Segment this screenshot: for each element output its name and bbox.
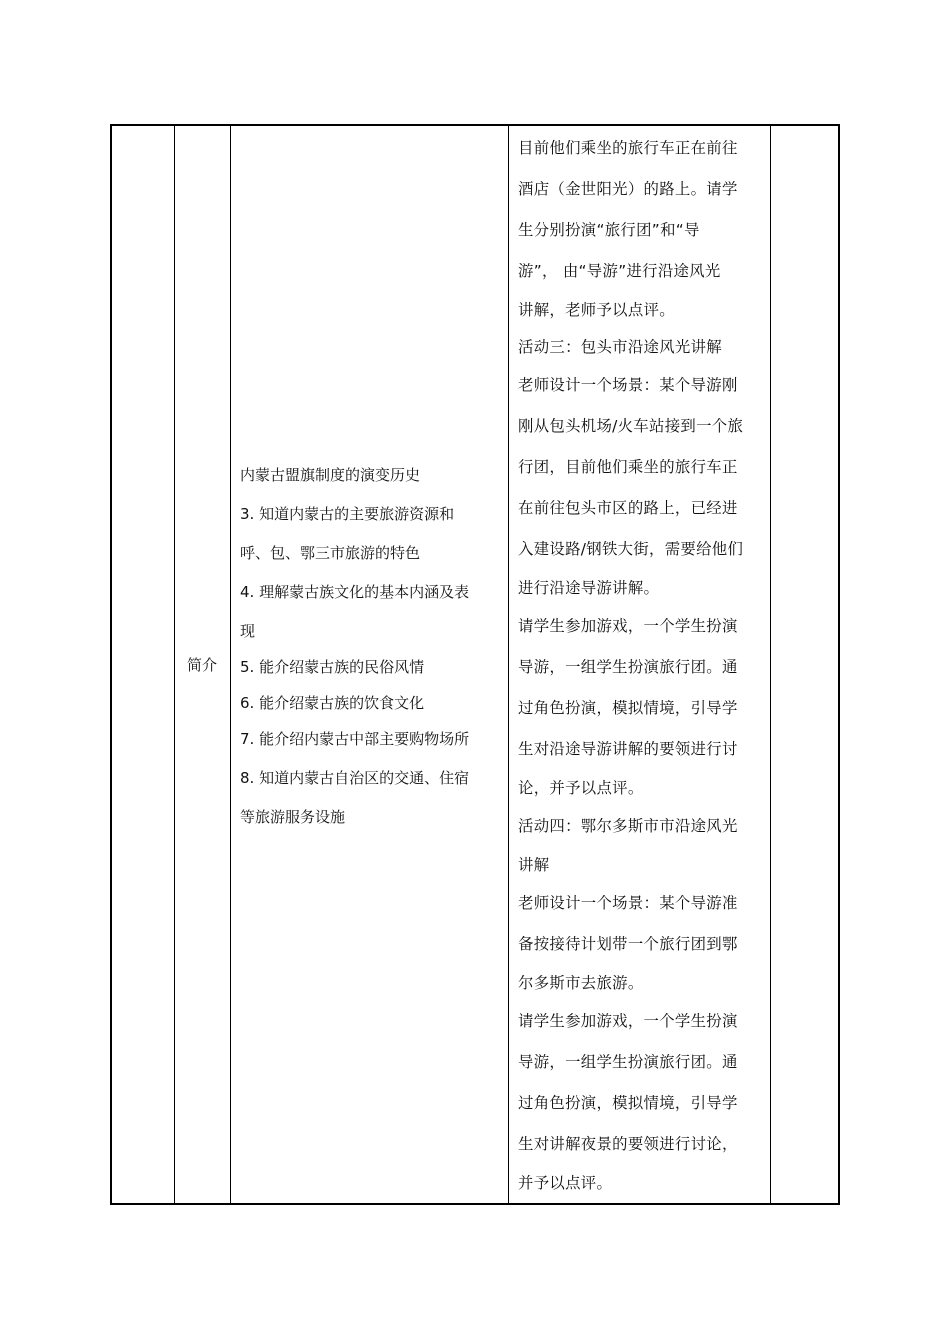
activity-line: 目前他们乘坐的旅行车正在前往 [518,139,738,157]
activity-line: 导游，一组学生扮演旅行团。通 [518,1053,738,1071]
activity-line: 导游，一组学生扮演旅行团。通 [518,658,738,676]
row-label: 简介 [186,656,217,674]
column-divider [230,126,231,1203]
activity-line: 进行沿途导游讲解。 [518,579,660,597]
activity-line: 入建设路/钢铁大街，需要给他们 [518,540,744,558]
activity-line: 生对讲解夜景的要领进行讨论， [518,1135,738,1153]
activity-line: 老师设计一个场景：某个导游刚 [518,376,738,394]
activity-line: 在前往包头市区的路上，已经进 [518,499,738,517]
objective-line: 内蒙古盟旗制度的演变历史 [240,466,421,484]
activity-line: 老师设计一个场景：某个导游准 [518,894,738,912]
activities-cell [518,128,768,1201]
activity-line: 备按接待计划带一个旅行团到鄂 [518,935,738,953]
activity-line: 活动四：鄂尔多斯市市沿途风光 [518,817,738,835]
activity-line: 游”， 由“导游”进行沿途风光 [518,262,721,280]
activity-line: 活动三：包头市沿途风光讲解 [518,338,722,356]
activity-line: 并予以点评。 [518,1174,613,1192]
objective-line: 现 [240,622,256,640]
activity-line: 刚从包头机场/火车站接到一个旅 [518,417,744,435]
objective-line: 6. 能介绍蒙古族的饮食文化 [240,694,425,712]
objectives-cell [240,457,502,835]
column-divider [770,126,771,1203]
activity-line: 论，并予以点评。 [518,779,644,797]
activity-line: 生对沿途导游讲解的要领进行讨 [518,740,738,758]
activity-line: 生分别扮演“旅行团”和“导 [518,221,700,239]
column-divider [508,126,509,1203]
objective-line: 3. 知道内蒙古的主要旅游资源和 [240,505,455,523]
lesson-plan-table [110,124,840,1205]
objective-line: 5. 能介绍蒙古族的民俗风情 [240,658,425,676]
activity-line: 请学生参加游戏，一个学生扮演 [518,617,738,635]
objective-line: 8. 知道内蒙古自治区的交通、住宿 [240,769,470,787]
activity-line: 请学生参加游戏，一个学生扮演 [518,1012,738,1030]
objective-line: 呼、包、鄂三市旅游的特色 [240,544,421,562]
activity-line: 过角色扮演，模拟情境，引导学 [518,699,738,717]
row-label-cell [174,126,230,1203]
objective-line: 7. 能介绍内蒙古中部主要购物场所 [240,730,470,748]
activity-line: 讲解 [518,856,550,874]
objective-line: 4. 理解蒙古族文化的基本内涵及表 [240,583,470,601]
objective-line: 等旅游服务设施 [240,808,346,826]
activity-line: 尔多斯市去旅游。 [518,974,644,992]
activity-line: 讲解，老师予以点评。 [518,301,675,319]
activity-line: 酒店（金世阳光）的路上。请学 [518,180,738,198]
activity-line: 过角色扮演，模拟情境，引导学 [518,1094,738,1112]
activity-line: 行团，目前他们乘坐的旅行车正 [518,458,738,476]
